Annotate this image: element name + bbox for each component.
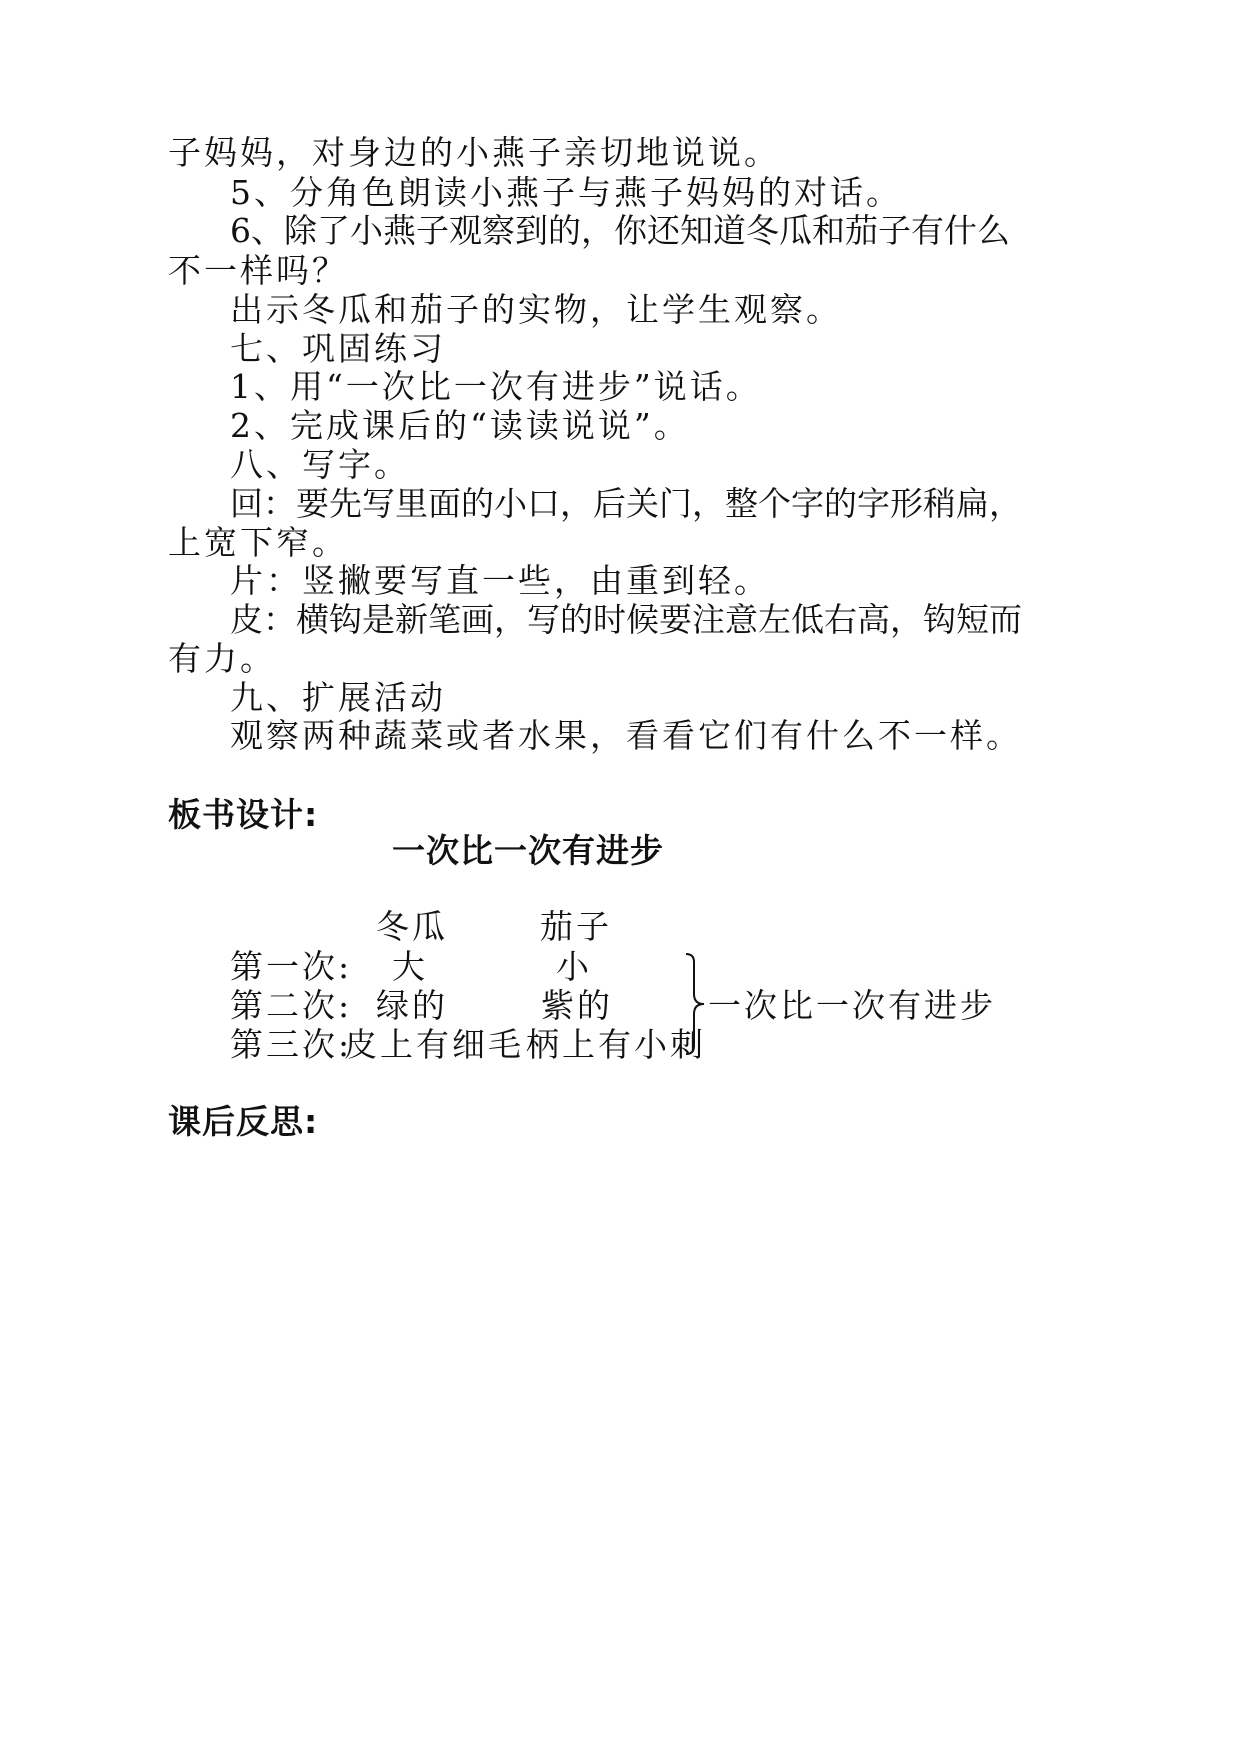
row-label: 第二次: xyxy=(230,986,353,1025)
row-value-winter-melon: 大 xyxy=(392,947,428,986)
paragraph-line: 九、扩展活动 xyxy=(230,678,446,717)
row-value-eggplant: 小 xyxy=(556,947,592,986)
paragraph-line: 1、用“一次比一次有进步”说话。 xyxy=(230,367,762,406)
row-value-winter-melon: 绿的 xyxy=(376,986,448,1025)
paragraph-line: 6、除了小燕子观察到的，你还知道冬瓜和茄子有什么 xyxy=(230,211,1010,250)
paragraph-line: 出示冬瓜和茄子的实物，让学生观察。 xyxy=(230,290,842,329)
paragraph-line: 2、完成课后的“读读说说”。 xyxy=(230,406,690,445)
board-heading: 板书设计: xyxy=(168,795,319,834)
paragraph-line: 有力。 xyxy=(168,639,276,678)
paragraph-line: 5、分角色朗读小燕子与燕子妈妈的对话。 xyxy=(230,173,902,212)
board-summary: 一次比一次有进步 xyxy=(708,986,996,1025)
paragraph-line: 观察两种蔬菜或者水果，看看它们有什么不一样。 xyxy=(230,716,1022,755)
paragraph-line: 八、写字。 xyxy=(230,445,410,484)
row-value-winter-melon: 皮上有细毛 xyxy=(344,1025,524,1064)
row-label: 第一次: xyxy=(230,947,353,986)
paragraph-line: 回：要先写里面的小口，后关门，整个字的字形稍扁， xyxy=(230,484,1022,523)
paragraph-line: 皮：横钩是新笔画，写的时候要注意左低右高，钩短而 xyxy=(230,600,1022,639)
row-label: 第三次: xyxy=(230,1025,353,1064)
paragraph-line: 不一样吗？ xyxy=(168,251,348,290)
paragraph-line: 七、巩固练习 xyxy=(230,329,446,368)
column-header-winter-melon: 冬瓜 xyxy=(376,907,448,946)
paragraph-line: 片：竖撇要写直一些，由重到轻。 xyxy=(230,561,770,600)
row-value-eggplant: 柄上有小刺 xyxy=(526,1025,706,1064)
paragraph-line: 上宽下窄。 xyxy=(168,523,348,562)
paragraph-line: 子妈妈，对身边的小燕子亲切地说说。 xyxy=(168,133,780,172)
board-title: 一次比一次有进步 xyxy=(392,831,664,870)
row-value-eggplant: 紫的 xyxy=(541,986,613,1025)
column-header-eggplant: 茄子 xyxy=(540,907,612,946)
reflection-heading: 课后反思: xyxy=(168,1102,319,1141)
